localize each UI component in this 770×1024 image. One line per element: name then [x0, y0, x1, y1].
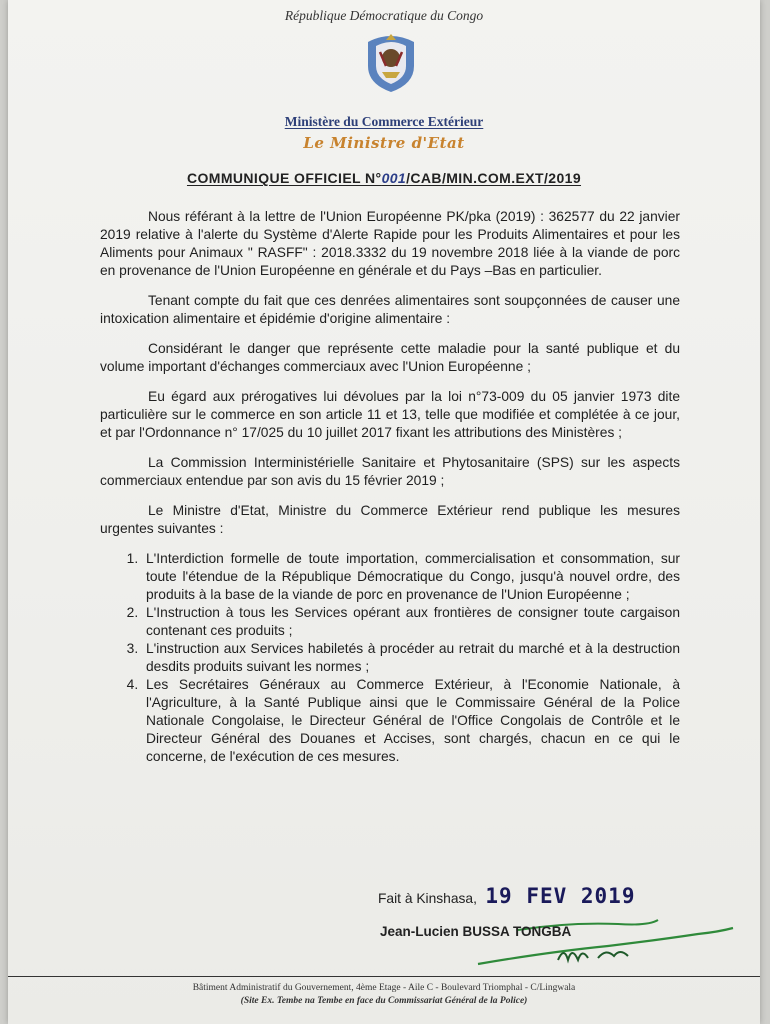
communique-body [100, 208, 680, 766]
measure-item: 1. L'Interdiction formelle de toute importation, commercialisation et consommation, sur toute l'étendue de la République Démocratique du Congo, jusqu'à nouvel ordre, des produits à la base de la viande de porc en provenance de l'Union Européenne ; [142, 550, 680, 604]
date-stamp: 19 FEV 2019 [485, 884, 636, 908]
paragraph: Nous référant à la lettre de l'Union Européenne PK/pka (2019) : 362577 du 22 janvier 2019 relative à l'alerte du Système d'Alerte Rapide pour les Produits Alimentaires et pour les Aliments pour Animaux " RASFF" : 2018.3332 du 19 novembre 2018 liée à la viande de porc en provenance de l'Union Européenne en générale et du Pays –Bas en particulier. [100, 209, 680, 278]
footer-address: Bâtiment Administratif du Gouvernement, 4ème Etage - Aile C - Boulevard Triomphal - C/Lingwala [192, 983, 576, 993]
measure-item: 2. L'Instruction à tous les Services opérant aux frontières de consigner toute cargaison contenant ces produits ; [142, 604, 680, 640]
communique-title [8, 170, 760, 186]
coat-of-arms-emblem [360, 32, 422, 94]
handwritten-signature [448, 902, 748, 982]
republic-heading: République Démocratique du Congo [284, 8, 484, 23]
title-number: 001 [381, 170, 407, 186]
measures-list [100, 550, 680, 766]
title-prefix: COMMUNIQUE OFFICIEL N° [186, 170, 382, 186]
paragraph: La Commission Interministérielle Sanitaire et Phytosanitaire (SPS) sur les aspects commerciaux entendue par son avis du 15 février 2019 ; [100, 455, 680, 488]
measure-item: 4. Les Secrétaires Généraux au Commerce Extérieur, à l'Economie Nationale, à l'Agriculture, à la Santé Publique ainsi que le Commissaire Général de la Police Nationale Congolaise, le Directeur Général de l'Office Congolais de Contrôle et le Directeur Général des Douanes et Accises, sont chargés, chacun en ce qui le concerne, de l'exécution de ces mesures. [142, 676, 680, 766]
place-label: Fait à Kinshasa, [378, 891, 477, 906]
paragraph: Eu égard aux prérogatives lui dévolues par la loi n°73-009 du 05 janvier 1973 dite particulière sur le commerce en son article 11 et 13, telle que modifiée et complétée à ce jour, et par l'Ordonnance n° 17/025 du 10 juillet 2017 fixant les attributions des Ministères ; [100, 389, 680, 440]
footer-location-note: (Site Ex. Tembe na Tembe en face du Commissariat Général de la Police) [240, 996, 528, 1006]
page-footer [8, 976, 760, 1009]
paragraph: Le Ministre d'Etat, Ministre du Commerce Extérieur rend publique les mesures urgentes suivantes : [100, 503, 680, 536]
document-page [8, 0, 760, 1024]
paragraph: Considérant le danger que représente cette maladie pour la santé publique et du volume important d'échanges commerciaux avec l'Union Européenne ; [100, 341, 680, 374]
paragraph: Tenant compte du fait que ces denrées alimentaires sont soupçonnées de causer une intoxication alimentaire et épidémie d'origine alimentaire : [100, 293, 680, 326]
minister-title: Le Ministre d'Etat [303, 134, 465, 152]
ministry-heading: Ministère du Commerce Extérieur [284, 114, 484, 129]
title-suffix: /CAB/MIN.COM.EXT/2019 [406, 170, 582, 186]
measure-item: 3. L'instruction aux Services habiletés à procéder au retrait du marché et à la destruction desdits produits suivant les normes ; [142, 640, 680, 676]
signer-name: Jean-Lucien BUSSA TONGBA [380, 924, 572, 939]
